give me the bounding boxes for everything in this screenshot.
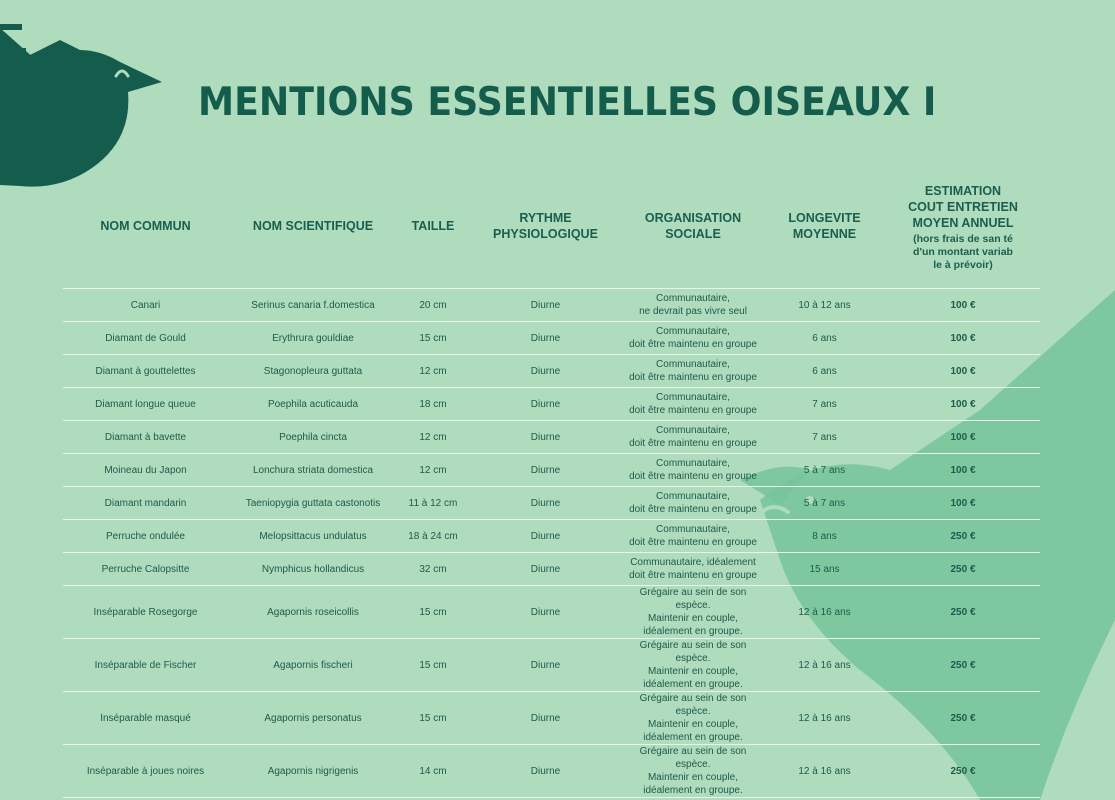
cell-organisation: Grégaire au sein de son espèce. Maintenir en couple, idéalement en groupe. — [623, 586, 763, 639]
cell-organisation: Communautaire, doit être maintenu en groupe — [623, 322, 763, 355]
cell-organisation: Communautaire, doit être maintenu en groupe — [623, 520, 763, 553]
cell-cout: 250 € — [886, 745, 1040, 798]
cell-rythme: Diurne — [468, 553, 623, 586]
cell-cout: 100 € — [886, 289, 1040, 322]
table-row — [63, 520, 1040, 553]
cell-organisation: Communautaire, doit être maintenu en groupe — [623, 355, 763, 388]
cell-longevite: 5 à 7 ans — [763, 454, 886, 487]
header-organisation: ORGANISATION SOCIALE — [644, 210, 742, 241]
cell-nom-scientifique: Melopsittacus undulatus — [228, 520, 398, 553]
cell-nom-commun: Inséparable Rosegorge — [63, 586, 228, 639]
cell-longevite: 12 à 16 ans — [763, 639, 886, 692]
cell-rythme: Diurne — [468, 289, 623, 322]
cell-longevite: 7 ans — [763, 388, 886, 421]
cell-cout: 100 € — [886, 322, 1040, 355]
cell-nom-scientifique: Poephila acuticauda — [228, 388, 398, 421]
cell-nom-commun: Diamant de Gould — [63, 322, 228, 355]
header-nom-commun: NOM COMMUN — [100, 218, 191, 233]
header-rythme: RYTHME PHYSIOLOGIQUE — [493, 210, 598, 241]
header-nom-scientifique: NOM SCIENTIFIQUE — [252, 218, 374, 233]
cell-taille: 12 cm — [398, 355, 468, 388]
cell-cout: 250 € — [886, 639, 1040, 692]
cell-taille: 15 cm — [398, 639, 468, 692]
cell-longevite: 12 à 16 ans — [763, 745, 886, 798]
table-header-row — [63, 163, 1040, 289]
bird-logo-icon — [0, 0, 170, 190]
cell-cout: 100 € — [886, 454, 1040, 487]
cell-longevite: 12 à 16 ans — [763, 692, 886, 745]
cell-cout: 100 € — [886, 388, 1040, 421]
cell-longevite: 8 ans — [763, 520, 886, 553]
cell-rythme: Diurne — [468, 421, 623, 454]
cell-longevite: 6 ans — [763, 355, 886, 388]
cell-rythme: Diurne — [468, 639, 623, 692]
table-row — [63, 454, 1040, 487]
cell-organisation: Communautaire, doit être maintenu en groupe — [623, 487, 763, 520]
cell-nom-scientifique: Taeniopygia guttata castonotis — [228, 487, 398, 520]
cell-nom-commun: Perruche ondulée — [63, 520, 228, 553]
cell-nom-commun: Canari — [63, 289, 228, 322]
cell-taille: 15 cm — [398, 586, 468, 639]
cell-organisation: Grégaire au sein de son espèce. Maintenir en couple, idéalement en groupe. — [623, 692, 763, 745]
table-row — [63, 692, 1040, 745]
table-row — [63, 553, 1040, 586]
cell-longevite: 5 à 7 ans — [763, 487, 886, 520]
table-row — [63, 586, 1040, 639]
cell-nom-scientifique: Serinus canaria f.domestica — [228, 289, 398, 322]
cell-organisation: Grégaire au sein de son espèce. Maintenir en couple, idéalement en groupe. — [623, 745, 763, 798]
birds-table — [63, 163, 1040, 798]
cell-nom-commun: Inséparable de Fischer — [63, 639, 228, 692]
cell-taille: 11 à 12 cm — [398, 487, 468, 520]
cell-organisation: Grégaire au sein de son espèce. Maintenir en couple, idéalement en groupe. — [623, 639, 763, 692]
cell-nom-commun: Diamant longue queue — [63, 388, 228, 421]
cell-nom-commun: Diamant à bavette — [63, 421, 228, 454]
cell-nom-scientifique: Agapornis fischeri — [228, 639, 398, 692]
cell-taille: 32 cm — [398, 553, 468, 586]
cell-nom-scientifique: Poephila cincta — [228, 421, 398, 454]
cell-nom-scientifique: Stagonopleura guttata — [228, 355, 398, 388]
table-row — [63, 421, 1040, 454]
cell-longevite: 6 ans — [763, 322, 886, 355]
cell-rythme: Diurne — [468, 745, 623, 798]
cell-rythme: Diurne — [468, 388, 623, 421]
table-row — [63, 289, 1040, 322]
cell-taille: 18 cm — [398, 388, 468, 421]
cell-longevite: 12 à 16 ans — [763, 586, 886, 639]
cell-rythme: Diurne — [468, 487, 623, 520]
cell-cout: 250 € — [886, 520, 1040, 553]
cell-taille: 20 cm — [398, 289, 468, 322]
cell-longevite: 7 ans — [763, 421, 886, 454]
cell-nom-scientifique: Agapornis personatus — [228, 692, 398, 745]
table-row — [63, 355, 1040, 388]
cell-cout: 100 € — [886, 421, 1040, 454]
page-title: MENTIONS ESSENTIELLES OISEAUX I — [198, 80, 937, 125]
cell-cout: 250 € — [886, 553, 1040, 586]
cell-organisation: Communautaire, doit être maintenu en groupe — [623, 388, 763, 421]
cell-nom-commun: Perruche Calopsitte — [63, 553, 228, 586]
cell-nom-commun: Inséparable à joues noires — [63, 745, 228, 798]
cell-taille: 15 cm — [398, 692, 468, 745]
cell-rythme: Diurne — [468, 355, 623, 388]
cell-rythme: Diurne — [468, 322, 623, 355]
cell-organisation: Communautaire, doit être maintenu en groupe — [623, 421, 763, 454]
cell-organisation: Communautaire, doit être maintenu en groupe — [623, 454, 763, 487]
table-row — [63, 745, 1040, 798]
cell-rythme: Diurne — [468, 454, 623, 487]
cell-taille: 14 cm — [398, 745, 468, 798]
cell-nom-scientifique: Agapornis nigrigenis — [228, 745, 398, 798]
header-estimation — [886, 163, 1040, 289]
cell-cout: 250 € — [886, 692, 1040, 745]
cell-nom-commun: Moineau du Japon — [63, 454, 228, 487]
cell-taille: 12 cm — [398, 454, 468, 487]
cell-longevite: 10 à 12 ans — [763, 289, 886, 322]
table-row — [63, 487, 1040, 520]
table-row — [63, 322, 1040, 355]
cell-organisation: Communautaire, ne devrait pas vivre seul — [623, 289, 763, 322]
cell-nom-scientifique: Erythrura gouldiae — [228, 322, 398, 355]
cell-cout: 100 € — [886, 355, 1040, 388]
cell-nom-scientifique: Lonchura striata domestica — [228, 454, 398, 487]
cell-cout: 100 € — [886, 487, 1040, 520]
table-row — [63, 388, 1040, 421]
cell-taille: 12 cm — [398, 421, 468, 454]
cell-rythme: Diurne — [468, 586, 623, 639]
cell-nom-scientifique: Agapornis roseicollis — [228, 586, 398, 639]
cell-nom-scientifique: Nymphicus hollandicus — [228, 553, 398, 586]
cell-longevite: 15 ans — [763, 553, 886, 586]
cell-taille: 18 à 24 cm — [398, 520, 468, 553]
cell-rythme: Diurne — [468, 692, 623, 745]
cell-organisation: Communautaire, idéalement doit être maintenu en groupe — [623, 553, 763, 586]
cell-rythme: Diurne — [468, 520, 623, 553]
cell-cout: 250 € — [886, 586, 1040, 639]
cell-nom-commun: Diamant mandarin — [63, 487, 228, 520]
header-longevite: LONGEVITE MOYENNE — [788, 210, 861, 241]
cell-taille: 15 cm — [398, 322, 468, 355]
cell-nom-commun: Inséparable masqué — [63, 692, 228, 745]
header-taille: TAILLE — [411, 218, 455, 233]
table-row — [63, 639, 1040, 692]
cell-nom-commun: Diamant à gouttelettes — [63, 355, 228, 388]
header-estimation-label: ESTIMATION COUT ENTRETIEN MOYEN ANNUEL — [908, 184, 1018, 230]
header-estimation-note: (hors frais de san té d'un montant variab le à prévoir) — [913, 233, 1013, 271]
